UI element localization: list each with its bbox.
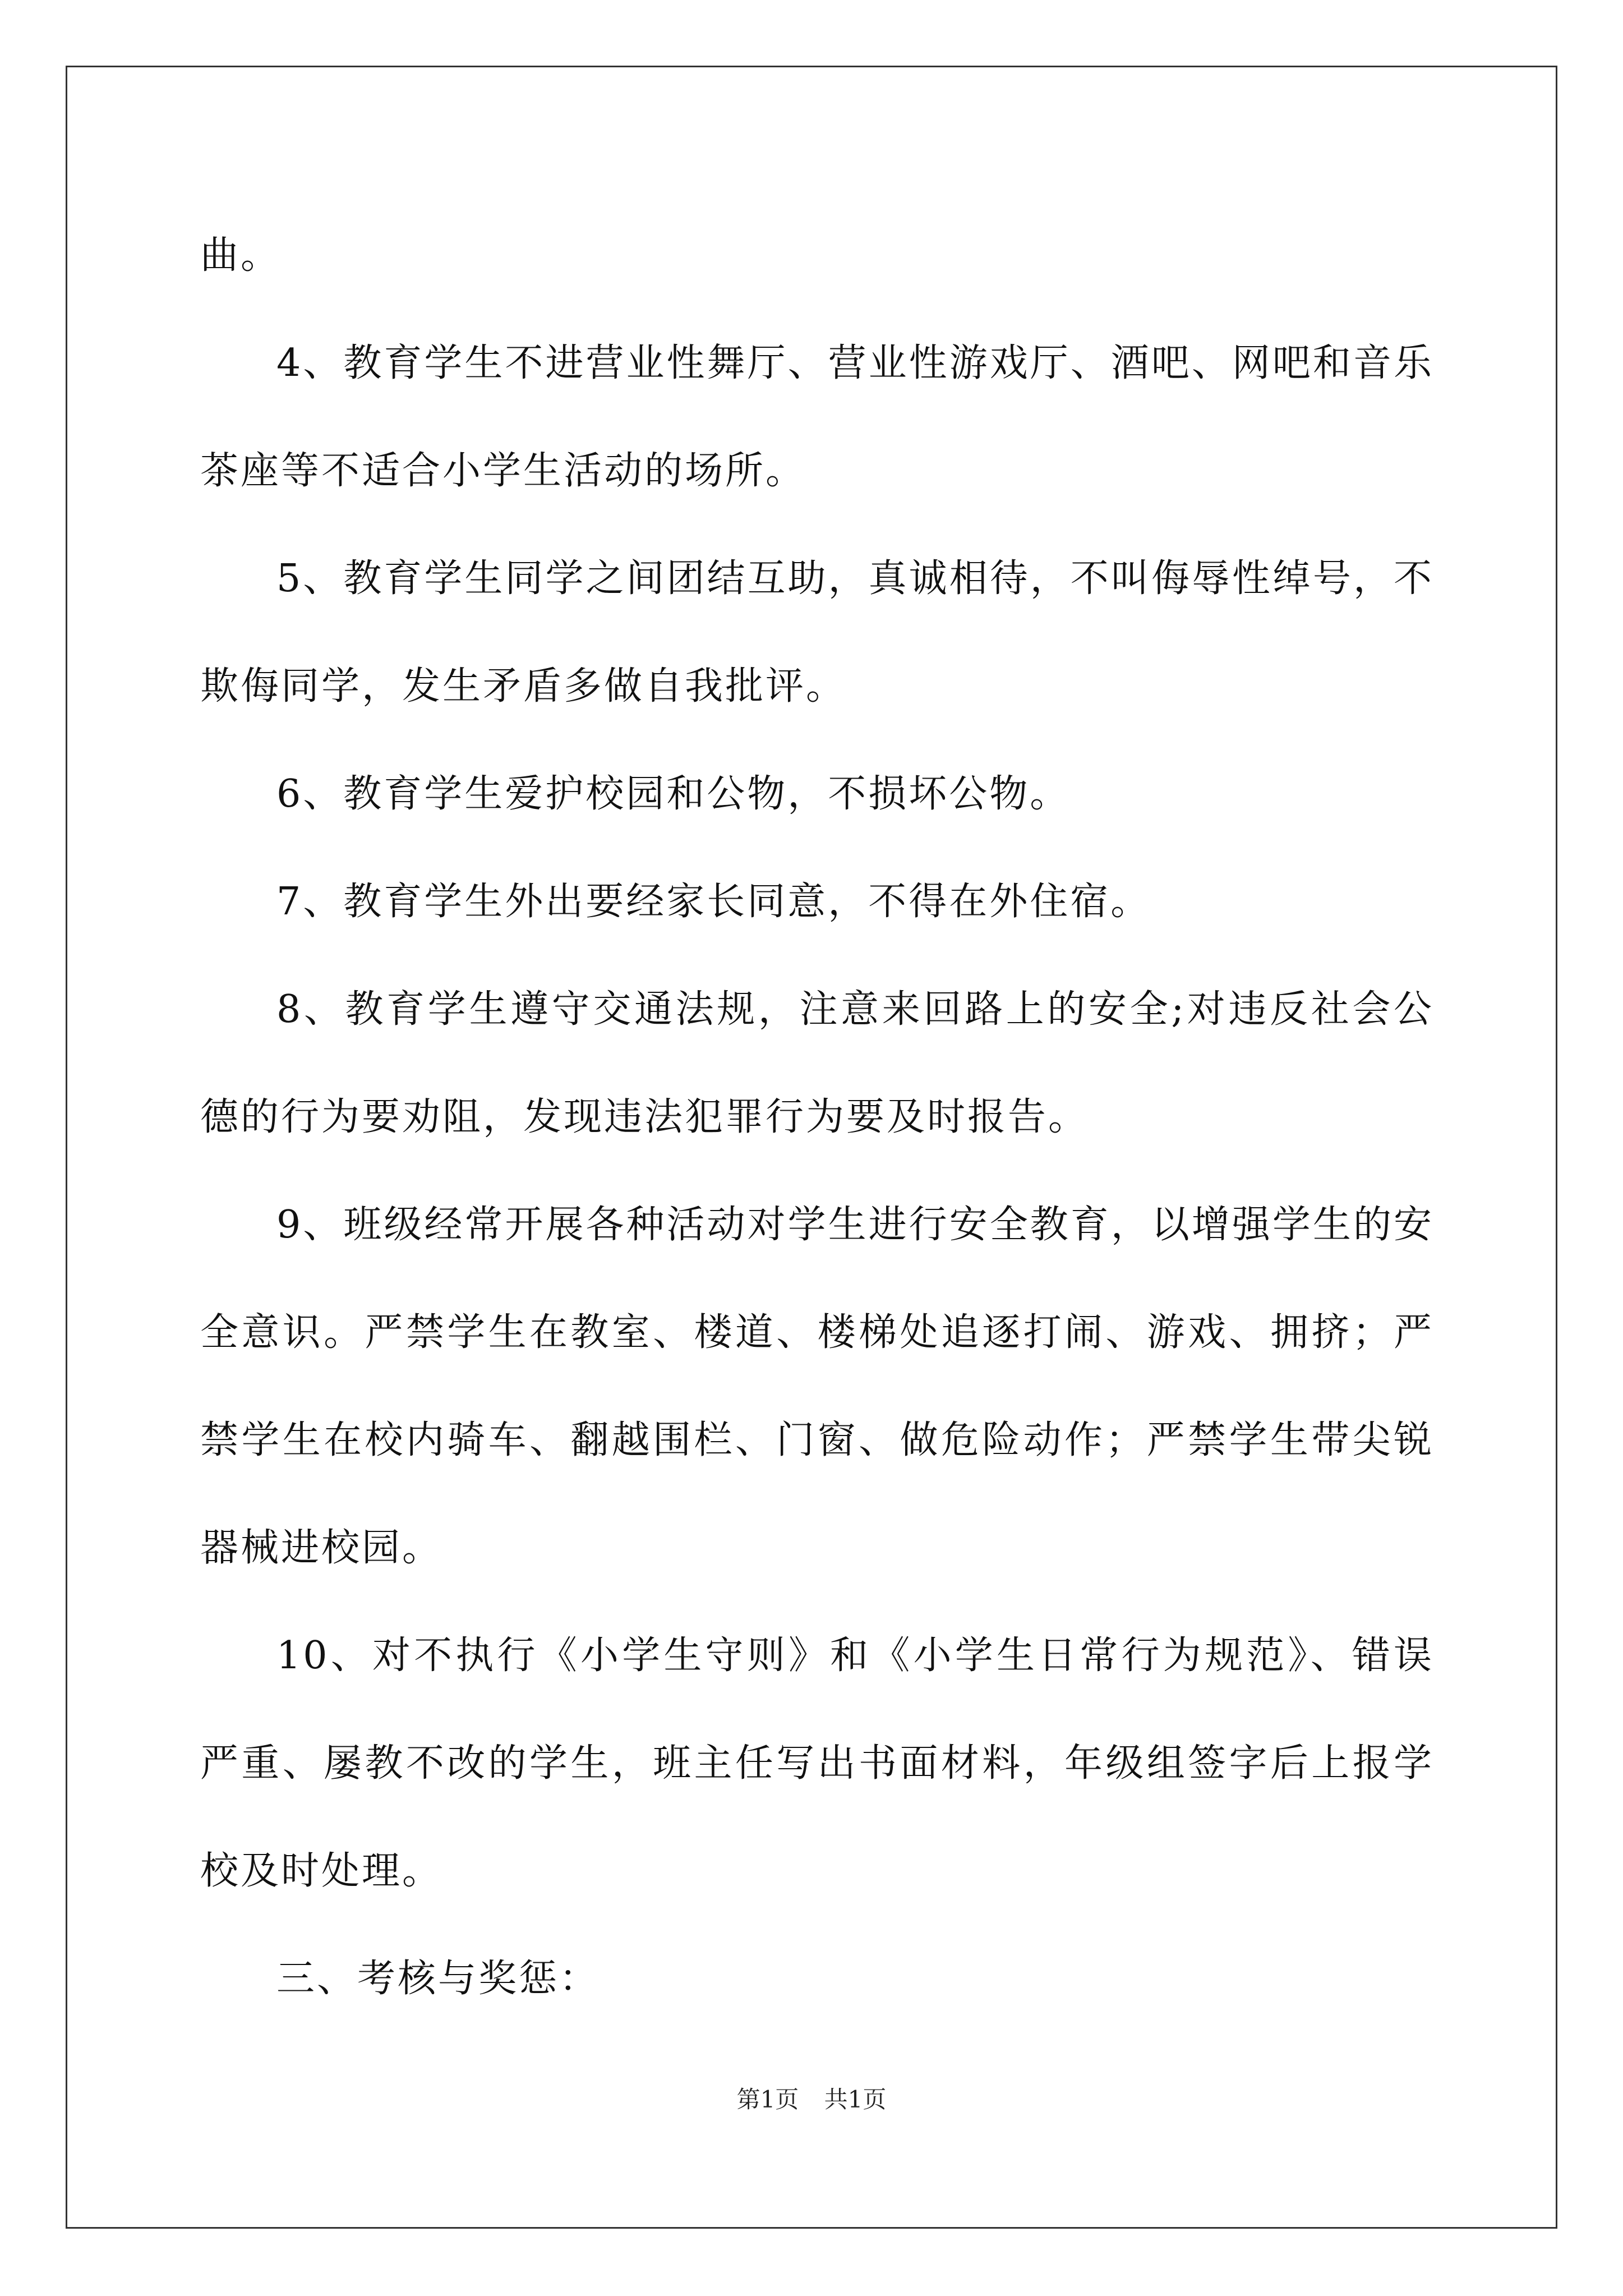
paragraph-item-6: 6、教育学生爱护校园和公物，不损坏公物。 (276, 772, 1071, 816)
paragraph-item-8: 8、教育学生遵守交通法规，注意来回路上的安全;对违反社会公德的行为要劝阻，发现违法犯罪行为要及时报告。 (200, 987, 1434, 1139)
paragraph-item-10: 10、对不执行《小学生守则》和《小学生日常行为规范》、错误严重、屡教不改的学生，班主任写出书面材料，年级组签字后上报学校及时处理。 (200, 1634, 1434, 1893)
section-heading-assessment: 三、考核与奖惩： (276, 1957, 600, 2001)
paragraph-continuation: 曲。 (200, 233, 282, 278)
paragraph-item-4: 4、教育学生不进营业性舞厅、营业性游戏厅、酒吧、网吧和音乐茶座等不适合小学生活动的场所。 (200, 341, 1434, 493)
page-number: 第1页 (736, 2086, 799, 2113)
paragraph-item-9: 9、班级经常开展各种活动对学生进行安全教育，以增强学生的安全意识。严禁学生在教室、楼道、楼梯处追逐打闹、游戏、拥挤；严禁学生在校内骑车、翻越围栏、门窗、做危险动作；严禁学生带尖锐器械进校园。 (200, 1203, 1434, 1570)
paragraph-item-5: 5、教育学生同学之间团结互助，真诚相待，不叫侮辱性绰号，不欺侮同学，发生矛盾多做自我批评。 (200, 556, 1434, 708)
page-total: 共1页 (824, 2086, 887, 2113)
page-footer (0, 2081, 1623, 2115)
paragraph-item-7: 7、教育学生外出要经家长同意，不得在外住宿。 (276, 880, 1151, 924)
document-body (200, 202, 1434, 2033)
